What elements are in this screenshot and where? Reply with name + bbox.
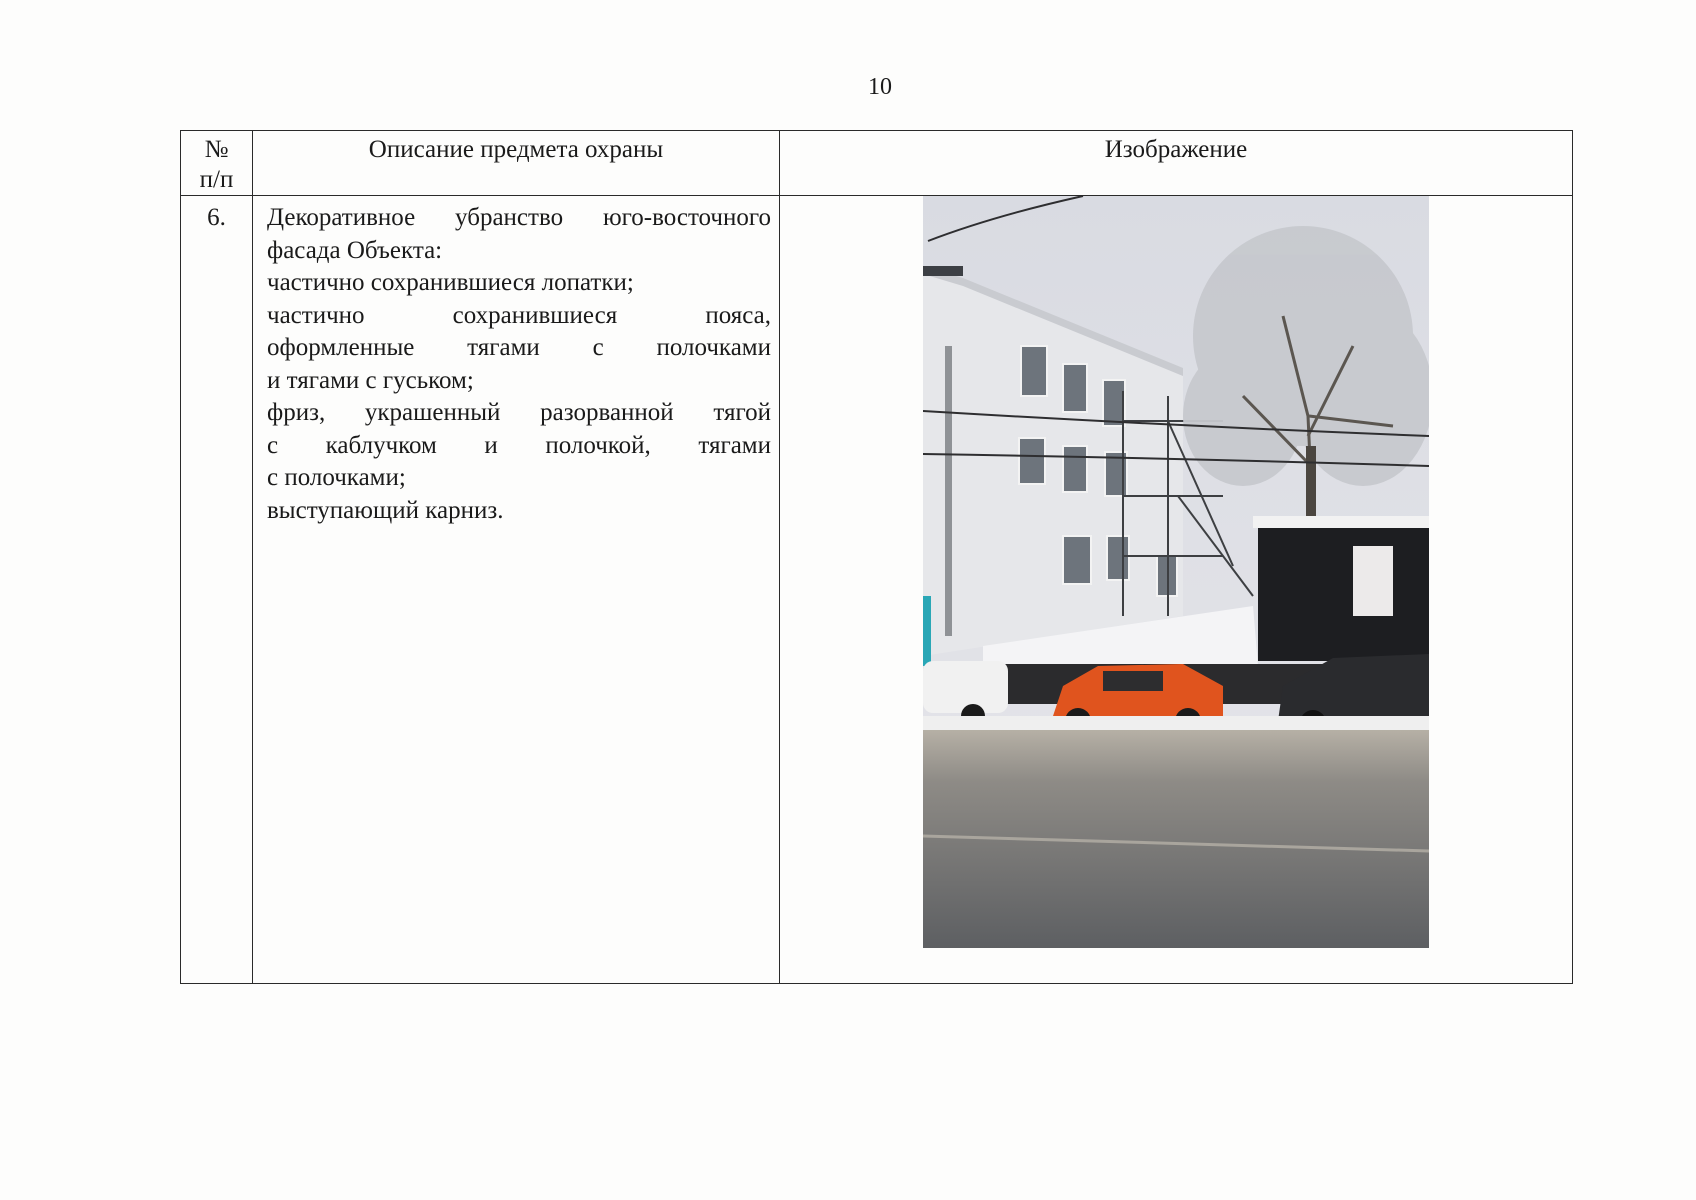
header-number-abbr: п/п [199, 166, 234, 193]
page-number: 10 [868, 74, 892, 100]
description-line: фриз, украшенный разорванной тягой [267, 399, 771, 426]
description-line: с полочками; [267, 464, 406, 491]
header-image [780, 131, 1573, 196]
description-line: с каблучком и полочкой, тягами [267, 431, 771, 459]
facade-photo [923, 196, 1429, 948]
description-line: Декоративное убранство юго-восточного [267, 204, 771, 231]
row-description [253, 196, 780, 984]
header-description-text: Описание предмета охраны [368, 136, 664, 163]
header-image-text: Изображение [1104, 136, 1248, 163]
row-image-cell [780, 196, 1573, 984]
row-number: 6. [181, 196, 253, 984]
description-line: и тягами с гуськом; [267, 366, 474, 394]
description-line: частично сохранившиеся лопатки; [267, 269, 634, 296]
protection-table [180, 130, 1573, 984]
table-header-row [181, 131, 1573, 196]
header-number [181, 131, 253, 196]
table-row [181, 196, 1573, 984]
header-description [253, 131, 780, 196]
description-line: оформленные тягами с полочками [267, 334, 771, 361]
description-line: выступающий карниз. [267, 496, 504, 524]
description-line: фасада Объекта: [267, 236, 443, 264]
header-number-symbol: № [204, 136, 229, 163]
description-line: частично сохранившиеся пояса, [267, 301, 771, 329]
